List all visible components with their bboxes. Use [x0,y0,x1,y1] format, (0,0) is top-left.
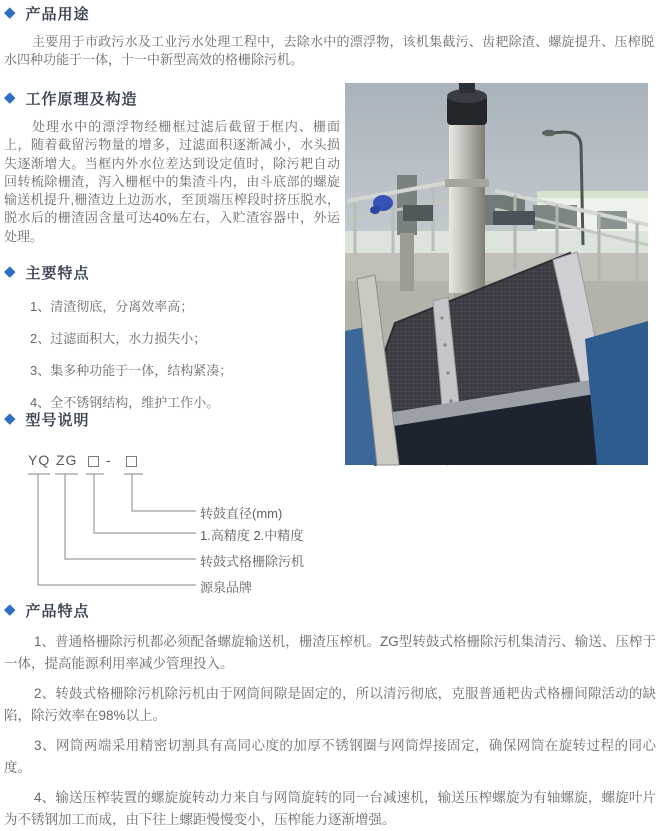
principle-paragraph: 处理水中的漂浮物经栅框过滤后截留于框内、栅面上，随着截留污物量的增多，过滤面积逐渐减小，水头损失逐渐增大。当框内外水位差达到设定值时，除污耙自动回转梳除栅渣，泻入栅框中的集渣斗内，由斗底部的螺旋输送机提升,栅渣边上边沥水，至顶端压榨段时挤压脱水，脱水后的栅渣固含量可达40%左右，入贮渣容器中，外运处理。 [4,119,340,244]
diamond-bullet-icon: ◆ [4,263,17,280]
section-model [4,409,342,596]
product-feature-paragraph: 3、网筒两端采用精密切割具有高同心度的加厚不锈钢圈与网筒焊接固定，确保网筒在旋转过程的同心度。 [4,738,656,775]
features-heading [4,262,342,283]
principle-heading [4,88,342,109]
model-type-code: ZG [56,452,78,468]
principle-title: 工作原理及构造 [25,91,138,108]
model-title: 型号说明 [25,412,90,429]
model-label-machine-type: 转鼓式格栅除污机 [200,554,305,569]
section-usage [4,3,656,70]
feature-item: 1、清渣彻底，分离效率高； [30,299,194,314]
features-title: 主要特点 [25,265,90,282]
model-placeholder-box [88,456,99,467]
product-feature-paragraph: 2、转鼓式格栅除污机除污机由于网筒间隙是固定的，所以清污彻底，克服普通耙齿式格栅间隙活动的缺陷，除污效率在98%以上。 [4,686,656,723]
product-features-heading [4,600,656,621]
feature-item: 2、过滤面积大，水力损失小； [30,331,207,346]
model-label-precision: 1.高精度 2.中精度 [200,528,304,543]
feature-item: 3、集多种功能于一体，结构紧凑； [30,363,233,378]
product-feature-paragraph: 4、输送压榨装置的螺旋旋转动力来自与网筒旋转的同一台减速机，输送压榨螺旋为有轴螺旋，螺旋叶片为不锈钢加工而成，由下往上螺距慢慢变小，压榨能力逐渐增强。 [4,790,656,827]
model-placeholder-box [126,456,137,467]
diamond-bullet-icon: ◆ [4,4,17,21]
model-label-drum-diameter: 转鼓直径(mm) [200,506,283,521]
usage-title: 产品用途 [25,6,90,23]
model-brand-code: YQ [28,452,51,468]
section-features [4,262,342,411]
section-product-features [4,600,656,831]
model-dash: - [106,452,112,468]
model-connector-lines [4,436,336,596]
usage-heading [4,3,656,24]
product-feature-paragraph: 1、普通格栅除污机都必须配备螺旋输送机，栅渣压榨机。ZG型转鼓式格栅除污机集清污、输送、压榨于一体，提高能源利用率减少管理投入。 [4,634,656,671]
section-principle [4,88,342,246]
feature-item: 4、全不锈钢结构，维护工作小。 [30,395,220,410]
model-heading [4,409,342,430]
diamond-bullet-icon: ◆ [4,410,17,427]
model-label-brand: 源泉品牌 [200,580,253,595]
equipment-photo [345,83,648,465]
diamond-bullet-icon: ◆ [4,601,17,618]
drum-screen-photo-illustration [345,83,648,465]
diamond-bullet-icon: ◆ [4,89,17,106]
product-features-title: 产品特点 [25,603,90,620]
model-code-diagram [4,436,336,596]
usage-paragraph: 主要用于市政污水及工业污水处理工程中，去除水中的漂浮物，该机集截污、齿耙除渣、螺旋提升、压榨脱水四种功能于一体，十一中新型高效的格栅除污机。 [4,34,654,68]
